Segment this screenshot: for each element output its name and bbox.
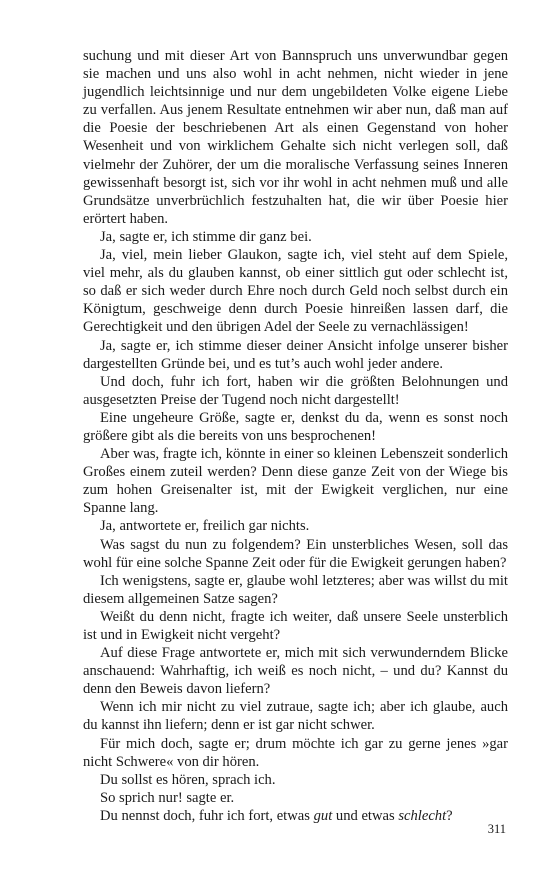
text-run: Wenn ich mir nicht zu viel zutraue, sagte ich; aber ich glaube, auch du kannst ihn liefern; denn er ist gar nicht schwer.	[83, 699, 508, 734]
page-body	[83, 47, 508, 825]
emphasized-word: schlecht	[398, 807, 447, 824]
paragraph	[83, 337, 508, 373]
text-run: Ja, sagte er, ich stimme dieser deiner Ansicht infolge unserer bisher dargestellten Gründe bei, und es tut’s auch wohl jeder andere.	[83, 337, 508, 372]
paragraph	[83, 246, 508, 336]
paragraph	[83, 373, 508, 409]
paragraph	[83, 228, 508, 246]
text-run: ?	[446, 807, 453, 824]
paragraph	[83, 445, 508, 517]
paragraph	[83, 608, 508, 644]
text-run: Ja, sagte er, ich stimme dir ganz bei.	[100, 228, 312, 245]
text-run: Du nennst doch, fuhr ich fort, etwas	[100, 807, 314, 824]
text-run: Aber was, fragte ich, könnte in einer so kleinen Lebenszeit sonderlich Großes einem zuteil werden? Denn diese ganze Zeit von der Wiege bis zum hohen Greisenalter ist, mit der Ewigkeit verglichen, nur eine Spanne lang.	[83, 446, 508, 517]
paragraph	[83, 644, 508, 698]
text-run: Für mich doch, sagte er; drum möchte ich gar zu gerne jenes »gar nicht Schwere« von dir hören.	[83, 735, 508, 770]
text-run: Eine ungeheure Größe, sagte er, denkst du da, wenn es sonst noch größere gibt als die bereits von uns besprochenen!	[83, 409, 508, 444]
paragraph	[83, 735, 508, 771]
text-run: Ich wenigstens, sagte er, glaube wohl letzteres; aber was willst du mit diesem allgemeinen Satze sagen?	[83, 572, 508, 607]
text-run: Und doch, fuhr ich fort, haben wir die größten Belohnungen und ausgesetzten Preise der Tugend noch nicht dargestellt!	[83, 373, 508, 408]
text-run: Weißt du denn nicht, fragte ich weiter, daß unsere Seele unsterblich ist und in Ewigkeit nicht vergeht?	[83, 608, 508, 643]
paragraph	[83, 536, 508, 572]
continued-paragraph	[83, 47, 508, 228]
paragraph	[83, 789, 508, 807]
text-run: Ja, viel, mein lieber Glaukon, sagte ich, viel steht auf dem Spiele, viel mehr, als du glauben kannst, ob einer sittlich gut oder schlecht ist, so daß er sich weder durch Ehre noch durch Geld noch selbst durch ein Königtum, geschweige denn durch Poesie hinreißen lassen darf, die Gerechtigkeit und den übrigen Adel der Seele zu vernachlässigen!	[83, 247, 508, 336]
page-number: 311	[487, 822, 506, 836]
text-run: Was sagst du nun zu folgendem? Ein unsterbliches Wesen, soll das wohl für eine solche Spanne Zeit oder für die Ewigkeit gerungen haben?	[83, 536, 508, 571]
text-run: und etwas	[332, 807, 399, 824]
paragraph	[83, 698, 508, 734]
text-run: So sprich nur! sagte er.	[100, 789, 235, 806]
paragraph	[83, 572, 508, 608]
text-run: Auf diese Frage antwortete er, mich mit sich verwunderndem Blicke anschauend: Wahrhaftig, ich weiß es noch nicht, – und du? Kannst du denn den Beweis davon liefern?	[83, 645, 508, 698]
paragraph	[83, 807, 508, 825]
emphasized-word: gut	[313, 807, 333, 824]
text-run: suchung und mit dieser Art von Bannspruch uns unverwundbar gegen sie machen und uns also wohl in acht nehmen, nicht wieder in jene jugendlich leichtsinnige und nur dem ungebildeten Volke eigene Liebe zu verfallen. Aus jenem Resultate entnehmen wir aber nun, daß man auf die Poesie der beschriebenen Art als einen Gegenstand von hoher Wesenheit und von wirklichem Gehalte sich nicht verlegen soll, daß vielmehr der Zuhörer, der um die moralische Verfassung seines Inneren gewissenhaft besorgt ist, sich vor ihr wohl in acht nehmen muß und alle Grundsätze unverbrüchlich festzuhalten hat, die wir über Poesie hier erörtert haben.	[83, 48, 508, 227]
text-run: Ja, antwortete er, freilich gar nichts.	[100, 518, 310, 535]
paragraph	[83, 771, 508, 789]
paragraph	[83, 517, 508, 535]
paragraph	[83, 409, 508, 445]
text-run: Du sollst es hören, sprach ich.	[100, 771, 276, 788]
